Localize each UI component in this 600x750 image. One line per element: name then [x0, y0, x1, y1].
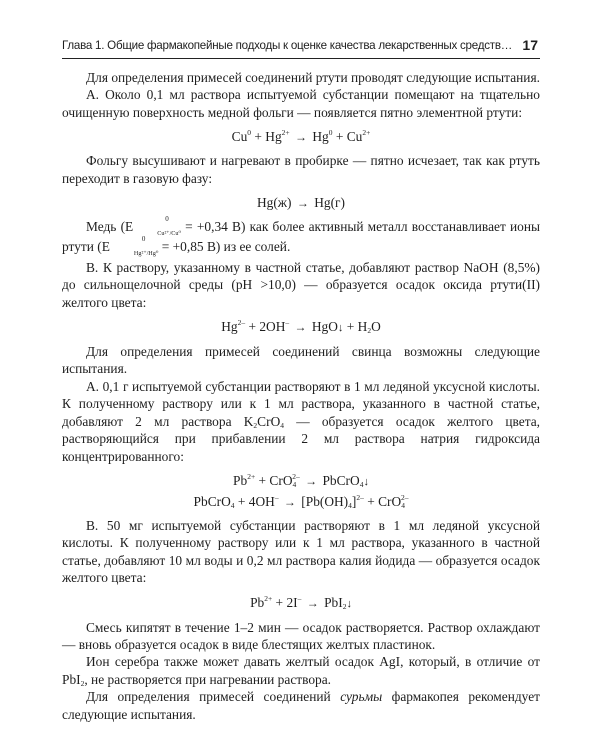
paragraph-copper-potential: Медь (E 0 $_{Cu^{2+}/Cu^0}$ = +0,34 В) как более активный металл восстанавливает ионы ртути (E 0 $_{Hg^{2+}/Hg^0}$ = +0,85 В) из ее солей. [62, 215, 540, 258]
paragraph-mercury-test-b: В. К раствору, указанному в частной статье, добавляют раствор NaOH (8,5%) до сильнощелочной среды (рН >10,0) — образуется осадок оксида ртути(II) желтого цвета: [62, 259, 540, 310]
paragraph-mercury-test-a: А. Около 0,1 мл раствора испытуемой субстанции помещают на тщательно очищенную поверхность медной фольги — появляется пятно элементной ртути: [62, 87, 540, 120]
arrow-icon: → [294, 320, 307, 335]
paragraph-antimony-intro: Для определения примесей соединений сурьмы фармакопея рекомендует следующие испытания. [62, 689, 540, 722]
arrow-icon: → [306, 595, 319, 610]
paragraph-boiling: Смесь кипятят в течение 1–2 мин — осадок растворяется. Раствор охлаждают — вновь образуется осадок в виде блестящих желтых пластинок. [62, 619, 540, 652]
arrow-icon: → [283, 494, 296, 509]
paragraph-lead-test-b: В. 50 мг испытуемой субстанции растворяют в 1 мл ледяной уксусной кислоты. К полученному раствору или к 1 мл раствора, указанного в частной статье, добавляют 10 мл воды и 0,2 мл раствора калия йодида — образуется осадок желтого цвета: [62, 517, 540, 586]
page-header [62, 34, 540, 59]
page-number: 17 [522, 37, 538, 53]
paragraph-lead-test-a: А. 0,1 г испытуемой субстанции растворяют в 1 мл ледяной уксусной кислоты. К полученному раствору или к 1 мл раствора, указанного в частной статье, добавляют 2 мл раствора $K_2CrO_4$ — образуется осадок желтого цвета, растворяющийся при прибавлении 2 мл раствора натрия гидроксида концентрированного: [62, 378, 540, 464]
arrow-icon: → [296, 196, 309, 211]
running-title: Глава 1. Общие фармакопейные подходы к оценке качества лекарственных средств… [62, 39, 513, 52]
arrow-icon: → [295, 130, 307, 145]
equation-mercury-phase: Hg(ж) → Hg(г) [256, 195, 346, 211]
equation-copper-mercury: $Cu^0 + Hg^{2+} \to Hg^0 + Cu^{2+}$ [231, 128, 371, 145]
equation-lead-chromate: $Pb^{2+} + CrO_4^{2-}$ → PbCrO$_4$↓ [233, 471, 369, 489]
equation-lead-iodide: $Pb^{2+} + 2I^-$ → PbI$_2$↓ [250, 593, 352, 611]
precipitate-arrow-icon: ↓ [363, 475, 369, 488]
arrow-icon: → [305, 473, 318, 488]
equation-lead-dissolution: PbCrO$_4$ + $4OH^- \to [Pb(OH)_4]^{2-} + CrO_4^{2-}$ [193, 492, 409, 510]
paragraph-foil-heating: Фольгу высушивают и нагревают в пробирке — пятно исчезает, так как ртуть переходит в газовую фазу: [62, 153, 540, 186]
equation-mercury-oxide: $Hg^{2-} + 2OH^-$ → HgO↓ + $H_2O$ [221, 318, 381, 336]
page-body [62, 69, 540, 723]
precipitate-arrow-icon: ↓ [346, 597, 352, 610]
paragraph-mercury-intro: Для определения примесей соединений ртути проводят следующие испытания. [86, 70, 540, 85]
paragraph-silver-ion: Ион серебра также может давать желтый осадок AgI, который, в отличие от PbI$_2$, не растворяется при нагревании раствора. [62, 654, 540, 688]
precipitate-arrow-icon: ↓ [337, 322, 344, 335]
paragraph-lead-intro: Для определения примесей соединений свинца возможны следующие испытания. [62, 344, 540, 377]
